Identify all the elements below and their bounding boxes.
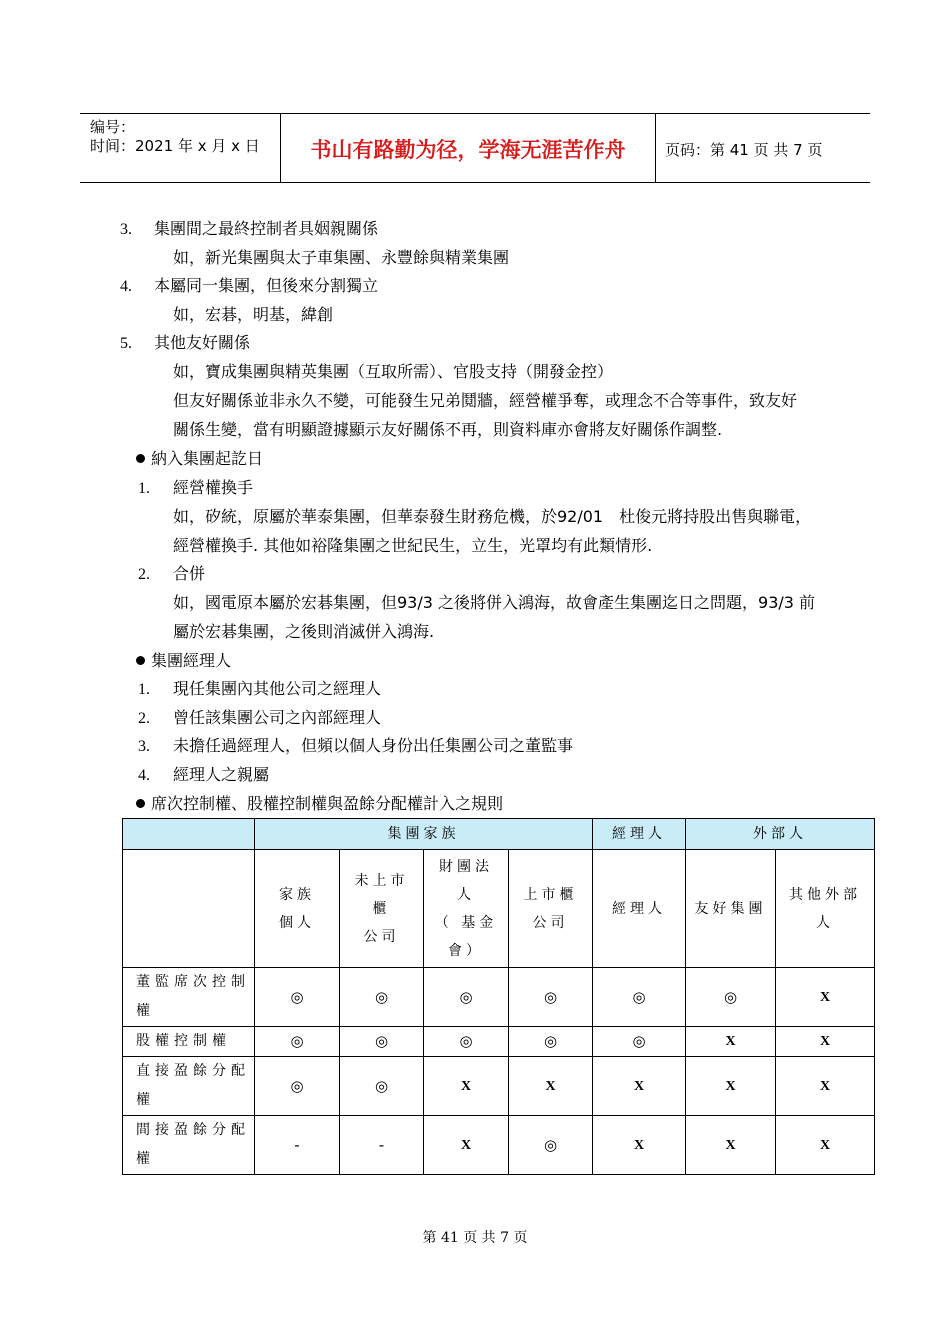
table-cell: X <box>686 1116 776 1175</box>
paragraph: 如，新光集團與太子車集團、永豐餘與精業集團 <box>173 248 510 267</box>
bullet-text: 集團經理人 <box>151 651 232 670</box>
table-cell: - <box>340 1116 424 1175</box>
table-cell: X <box>776 968 875 1027</box>
item-number: 4. <box>120 278 132 295</box>
table-cell: ◎ <box>340 1027 424 1057</box>
list-item <box>138 765 269 786</box>
table-cell: ◎ <box>255 1057 340 1116</box>
list-item <box>120 219 378 240</box>
paragraph: 關係生變，當有明顯證據顯示友好關係不再，則資料庫亦會將友好關係作調整. <box>173 420 723 439</box>
col-header: 財團法 人 （ 基金 會） <box>424 850 509 968</box>
header-page-cell <box>656 114 870 182</box>
header-page-label: 页码：第 41 页 共 7 页 <box>665 141 823 159</box>
group-header-manager: 經理人 <box>593 819 686 850</box>
paragraph: 但友好關係並非永久不變，可能發生兄弟鬩牆，經營權爭奪，或理念不合等事件，致友好 <box>173 391 798 410</box>
table-column-header-row <box>123 850 875 968</box>
item-number: 1. <box>138 480 150 497</box>
table-row <box>123 1027 875 1057</box>
header-motto: 书山有路勤为径，学海无涯苦作舟 <box>310 138 626 162</box>
list-item <box>138 564 205 585</box>
table-cell: ◎ <box>593 1027 686 1057</box>
paragraph: 如，國電原本屬於宏碁集團，但93/3 之後將併入鴻海，故會產生集團迄日之問題，93/3 前 <box>173 593 816 612</box>
col-header: 友好集團 <box>686 850 776 968</box>
bullet-heading <box>136 449 263 469</box>
item-text: 經理人之親屬 <box>173 765 270 784</box>
list-item <box>138 478 253 499</box>
item-text: 曾任該集團公司之內部經理人 <box>173 708 382 727</box>
item-text: 現任集團內其他公司之經理人 <box>173 679 382 698</box>
header-info-cell <box>80 114 280 182</box>
doc-number-label: 编号： <box>90 118 136 136</box>
bullet-icon <box>136 656 145 665</box>
table-cell: ◎ <box>686 968 776 1027</box>
table-cell: ◎ <box>340 968 424 1027</box>
table-blank-cell <box>123 850 255 968</box>
item-text: 集團間之最終控制者具姻親關係 <box>154 219 379 238</box>
bullet-heading <box>136 794 503 814</box>
col-header: 上市櫃 公司 <box>509 850 593 968</box>
list-item <box>138 679 381 700</box>
table-cell: X <box>776 1057 875 1116</box>
table-row <box>123 1116 875 1175</box>
bullet-icon <box>136 454 145 463</box>
paragraph: 屬於宏碁集團，之後則消滅併入鴻海. <box>173 622 435 641</box>
page-footer: 第 41 页 共 7 页 <box>422 1230 528 1246</box>
item-text: 未擔任過經理人，但頻以個人身份出任集團公司之董監事 <box>173 736 574 755</box>
paragraph: 如，矽統，原屬於華泰集團，但華泰發生財務危機，於92/01 杜俊元將持股出售與聯電， <box>173 507 812 526</box>
table-cell: ◎ <box>424 968 509 1027</box>
table-cell: X <box>776 1116 875 1175</box>
item-text: 合併 <box>173 564 206 583</box>
paragraph: 如，寶成集團與精英集團（互取所需）、官股支持（開發金控） <box>173 362 614 381</box>
item-text: 本屬同一集團，但後來分割獨立 <box>154 276 379 295</box>
table-cell: X <box>593 1116 686 1175</box>
row-label: 董監席次控制 權 <box>123 968 255 1027</box>
bullet-text: 納入集團起訖日 <box>151 449 264 468</box>
col-header: 未上市 櫃 公司 <box>340 850 424 968</box>
row-label: 直接盈餘分配 權 <box>123 1057 255 1116</box>
table-cell: X <box>424 1116 509 1175</box>
header-motto-cell <box>280 114 656 182</box>
paragraph: 如，宏碁，明基，緯創 <box>173 305 334 324</box>
table-cell: ◎ <box>593 968 686 1027</box>
item-text: 經營權換手 <box>173 478 254 497</box>
table-cell: X <box>424 1057 509 1116</box>
row-label: 股權控制權 <box>123 1027 255 1057</box>
table-row <box>123 968 875 1027</box>
table-cell: ◎ <box>255 968 340 1027</box>
doc-time-label: 时间：2021 年 x 月 x 日 <box>90 137 260 155</box>
table-corner-cell <box>123 819 255 850</box>
list-item <box>138 736 573 757</box>
item-number: 3. <box>138 738 150 755</box>
item-number: 2. <box>138 710 150 727</box>
list-item <box>120 333 250 354</box>
table-cell: ◎ <box>255 1027 340 1057</box>
table-cell: X <box>509 1057 593 1116</box>
item-text: 其他友好關係 <box>154 333 251 352</box>
paragraph: 經營權換手. 其他如裕隆集團之世紀民生，立生，光罩均有此類情形. <box>173 536 653 555</box>
list-item <box>120 276 378 297</box>
col-header: 家族 個人 <box>255 850 340 968</box>
row-label: 間接盈餘分配 權 <box>123 1116 255 1175</box>
table-cell: ◎ <box>509 1027 593 1057</box>
document-header <box>80 113 870 183</box>
bullet-heading <box>136 651 231 671</box>
group-header-family: 集團家族 <box>255 819 593 850</box>
table-cell: ◎ <box>509 1116 593 1175</box>
item-number: 5. <box>120 335 132 352</box>
table-row <box>123 1057 875 1116</box>
bullet-text: 席次控制權、股權控制權與盈餘分配權計入之規則 <box>151 794 504 813</box>
table-cell: - <box>255 1116 340 1175</box>
item-number: 3. <box>120 221 132 238</box>
item-number: 4. <box>138 767 150 784</box>
table-cell: X <box>686 1027 776 1057</box>
table-cell: ◎ <box>424 1027 509 1057</box>
item-number: 2. <box>138 566 150 583</box>
col-header: 其他外部 人 <box>776 850 875 968</box>
rights-table <box>122 818 875 1175</box>
table-cell: X <box>686 1057 776 1116</box>
group-header-outsider: 外部人 <box>686 819 875 850</box>
bullet-icon <box>136 799 145 808</box>
table-cell: X <box>593 1057 686 1116</box>
table-cell: ◎ <box>340 1057 424 1116</box>
col-header: 經理人 <box>593 850 686 968</box>
list-item <box>138 708 381 729</box>
table-group-header-row <box>123 819 875 850</box>
table-cell: ◎ <box>509 968 593 1027</box>
item-number: 1. <box>138 681 150 698</box>
table-cell: X <box>776 1027 875 1057</box>
